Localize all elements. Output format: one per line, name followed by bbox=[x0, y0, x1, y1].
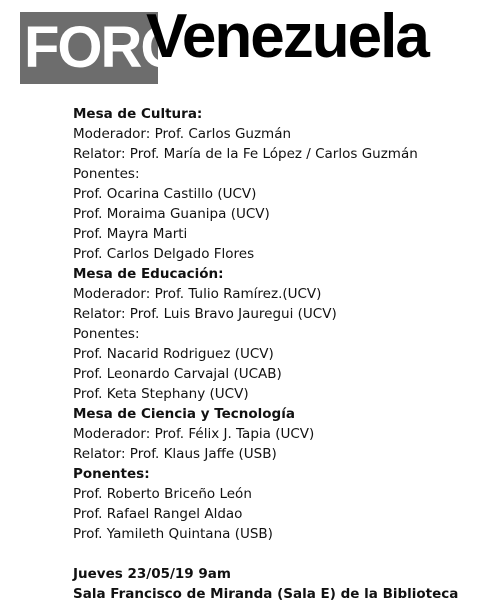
list-line: Prof. Carlos Delgado Flores bbox=[73, 246, 255, 262]
list-line: Prof. Moraima Guanipa (UCV) bbox=[73, 206, 270, 222]
panel-list bbox=[73, 104, 473, 544]
list-line: Relator: Prof. Klaus Jaffe (USB) bbox=[73, 446, 277, 462]
section-heading: Mesa de Ciencia y Tecnología bbox=[73, 406, 295, 422]
list-line: Prof. Mayra Marti bbox=[73, 226, 188, 242]
logo-venezuela-text: Venezuela bbox=[146, 2, 428, 71]
list-line: Prof. Rafael Rangel Aldao bbox=[73, 506, 243, 522]
list-line: Moderador: Prof. Carlos Guzmán bbox=[73, 126, 292, 142]
list-line: Ponentes: bbox=[73, 326, 140, 342]
list-line: Prof. Roberto Briceño León bbox=[73, 486, 252, 502]
list-line: Prof. Keta Stephany (UCV) bbox=[73, 386, 249, 402]
list-line: Ponentes: bbox=[73, 166, 140, 182]
list-line: Relator: Prof. Luis Bravo Jauregui (UCV) bbox=[73, 306, 337, 322]
section-heading: Mesa de Cultura: bbox=[73, 106, 203, 122]
list-line: Moderador: Prof. Tulio Ramírez.(UCV) bbox=[73, 286, 322, 302]
section-heading: Mesa de Educación: bbox=[73, 266, 224, 282]
event-footer bbox=[73, 564, 473, 604]
list-line: Prof. Nacarid Rodriguez (UCV) bbox=[73, 346, 274, 362]
event-venue: Sala Francisco de Miranda (Sala E) de la Biblioteca bbox=[73, 586, 459, 602]
list-line: Prof. Yamileth Quintana (USB) bbox=[73, 526, 273, 542]
list-line: Relator: Prof. María de la Fe López / Carlos Guzmán bbox=[73, 146, 418, 162]
list-line: Prof. Leonardo Carvajal (UCAB) bbox=[73, 366, 282, 382]
foro-venezuela-logo bbox=[0, 0, 480, 90]
logo-foro-text: FORO bbox=[24, 15, 184, 80]
list-line: Moderador: Prof. Félix J. Tapia (UCV) bbox=[73, 426, 315, 442]
section-heading: Ponentes: bbox=[73, 466, 150, 482]
list-line: Prof. Ocarina Castillo (UCV) bbox=[73, 186, 257, 202]
event-date: Jueves 23/05/19 9am bbox=[73, 566, 231, 582]
